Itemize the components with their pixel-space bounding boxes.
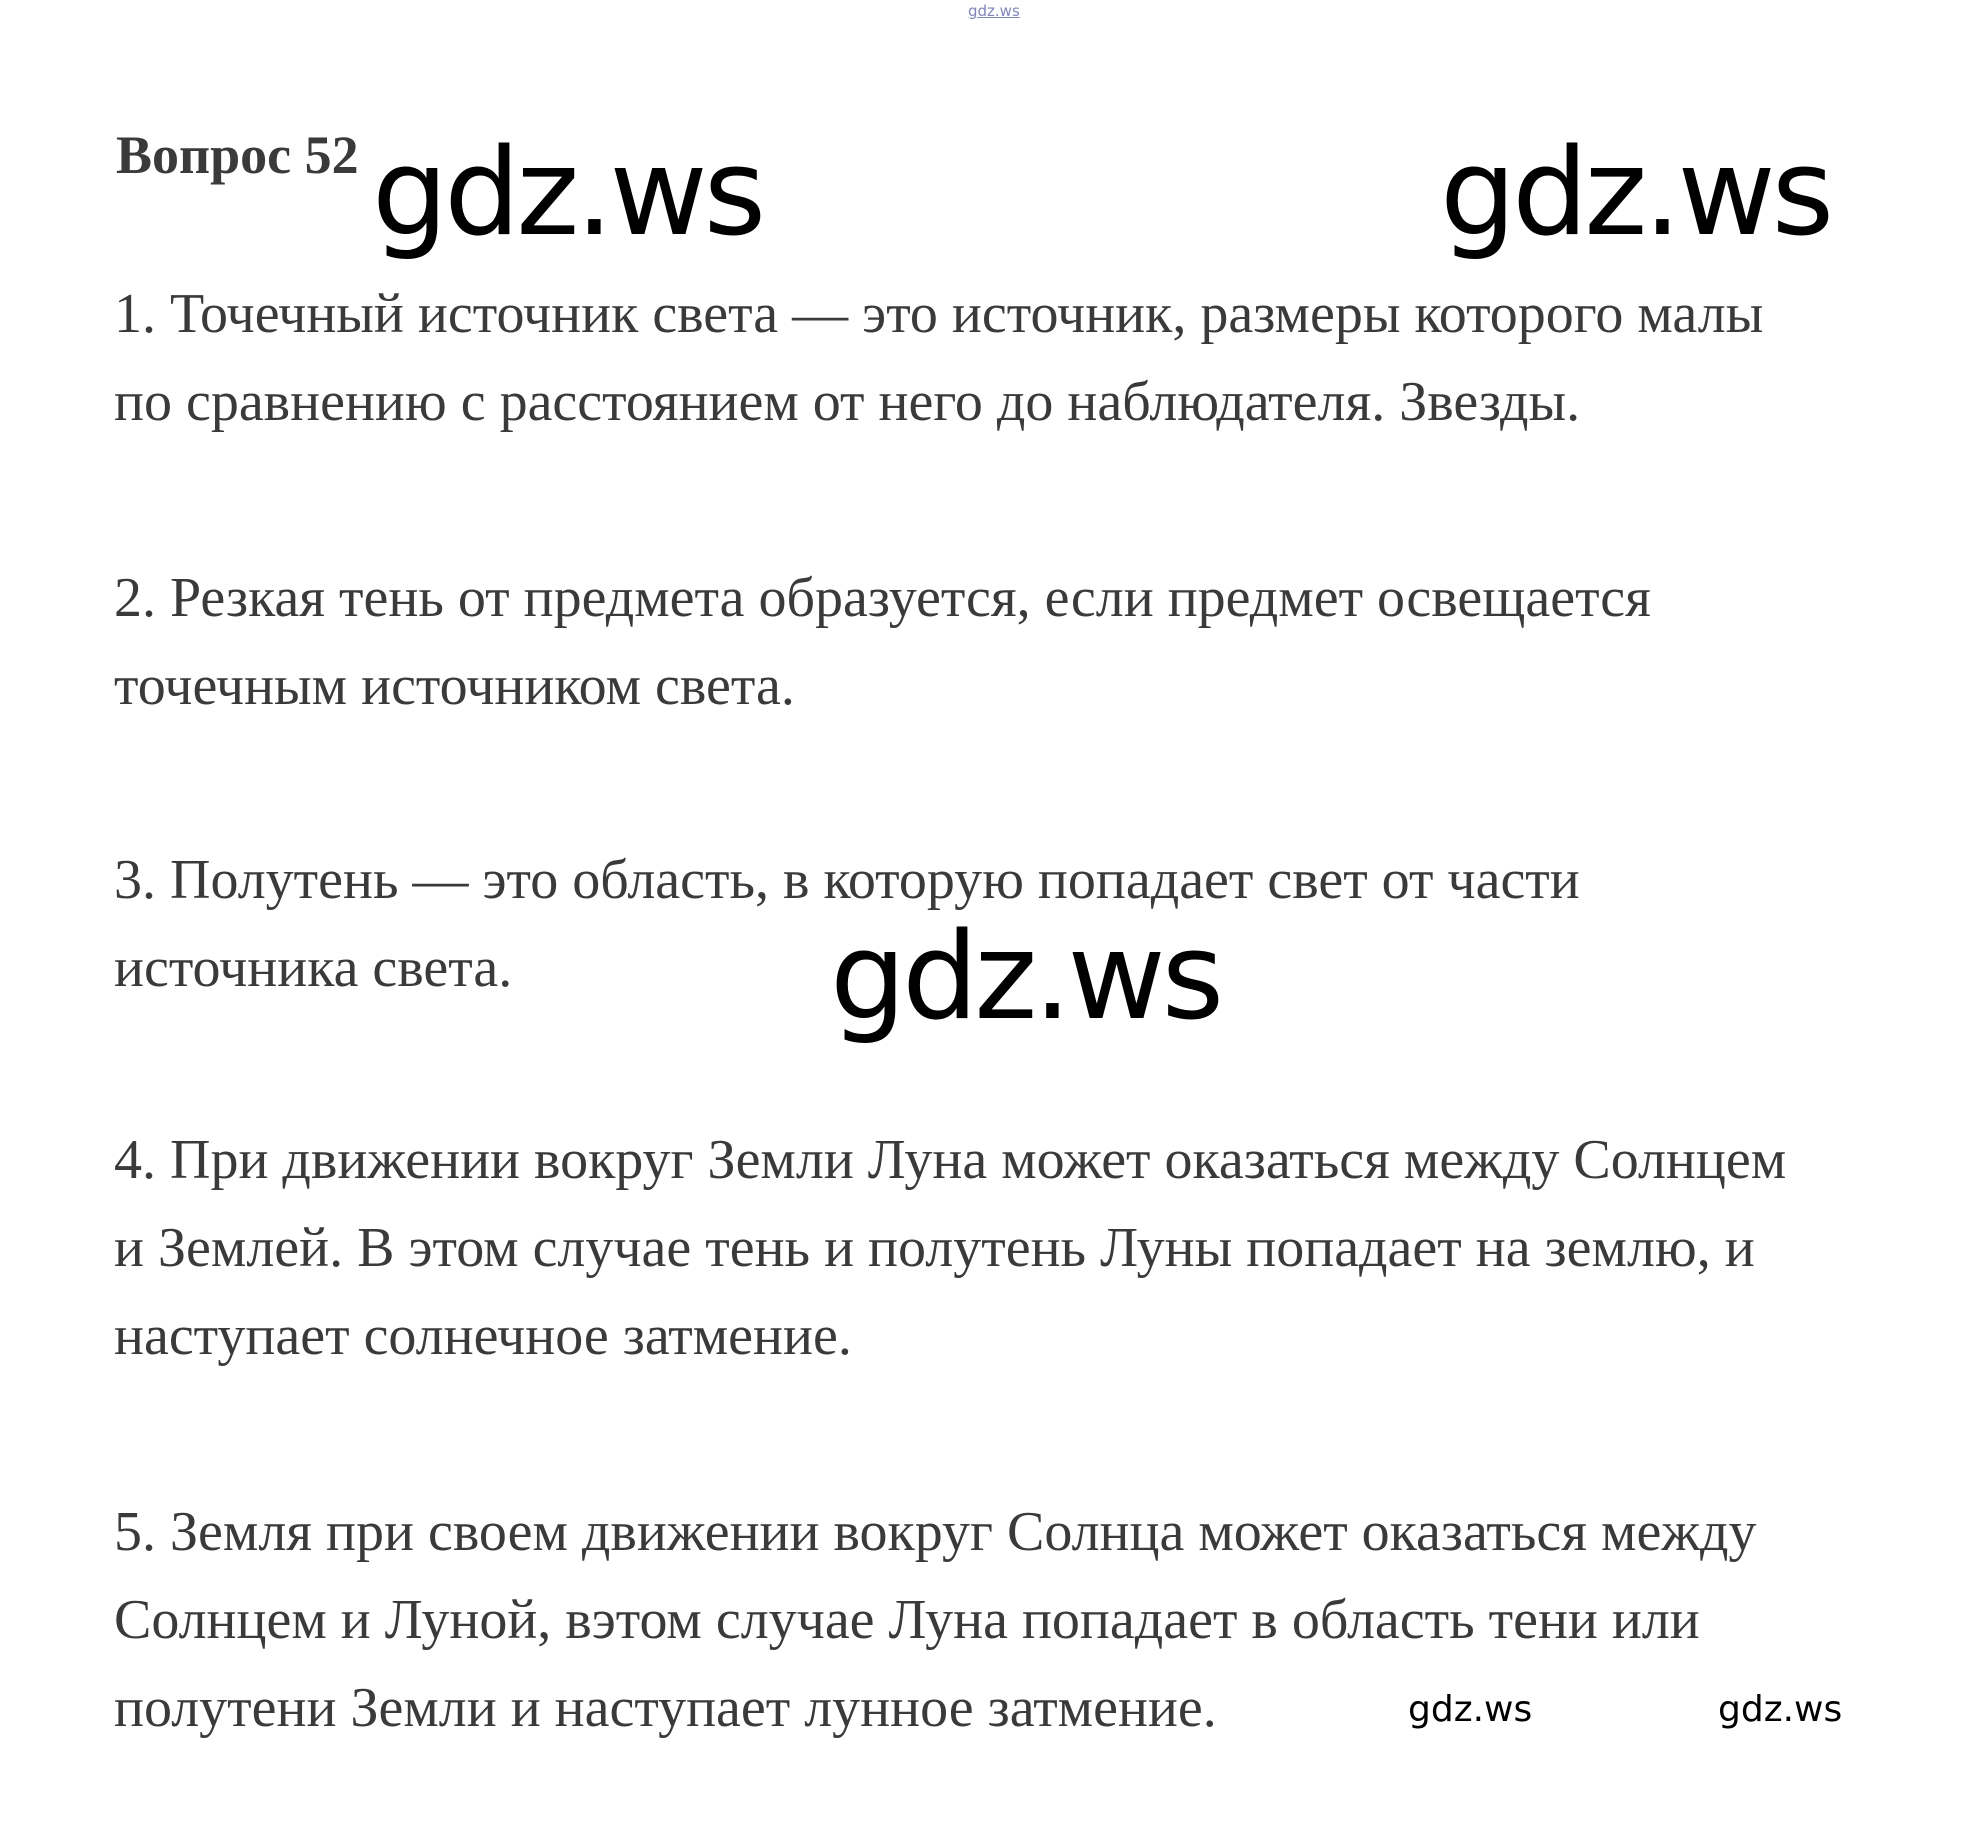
answer-item-1: [114, 270, 1894, 446]
watermark: gdz.ws: [1440, 124, 1831, 263]
answer-line: и Землей. В этом случае тень и полутень Луны попадает на землю, и: [114, 1217, 1755, 1279]
page-title: Вопрос 52: [116, 125, 359, 186]
answer-line: 5. Земля при своем движении вокруг Солнца может оказаться между: [114, 1501, 1757, 1563]
watermark: gdz.ws: [1408, 1689, 1533, 1730]
answer-line: 4. При движении вокруг Земли Луна может оказаться между Солнцем: [114, 1129, 1787, 1191]
answer-line: 3. Полутень — это область, в которую попадает свет от части: [114, 849, 1580, 911]
answer-line: источника света.: [114, 937, 513, 999]
answer-line: Солнцем и Луной, вэтом случае Луна попадает в область тени или: [114, 1589, 1700, 1651]
answer-line: 1. Точечный источник света — это источник, размеры которого малы: [114, 283, 1764, 345]
answer-line: точечным источником света.: [114, 655, 795, 717]
answer-line: полутени Земли и наступает лунное затмение.: [114, 1677, 1217, 1739]
answer-line: по сравнению с расстоянием от него до наблюдателя. Звезды.: [114, 371, 1581, 433]
answer-item-4: [114, 1116, 1894, 1380]
answer-item-2: [114, 554, 1894, 730]
site-link[interactable]: gdz.ws: [968, 2, 1020, 20]
answer-item-5: [114, 1488, 1894, 1752]
watermark: gdz.ws: [372, 124, 763, 263]
watermark: gdz.ws: [1718, 1689, 1843, 1730]
answer-line: 2. Резкая тень от предмета образуется, если предмет освещается: [114, 567, 1651, 629]
answer-line: наступает солнечное затмение.: [114, 1305, 852, 1367]
watermark: gdz.ws: [830, 908, 1221, 1047]
